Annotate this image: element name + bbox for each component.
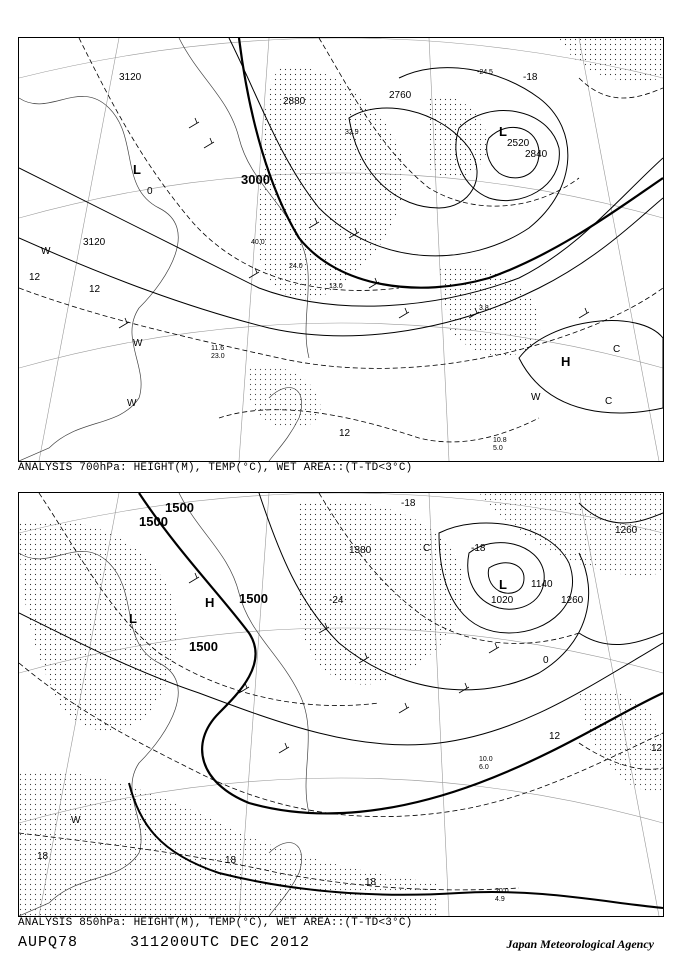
wet-area [249, 38, 663, 428]
height-label: 1260 [615, 525, 638, 536]
low-center: L [499, 577, 507, 592]
station-value: 13.0 [329, 283, 343, 290]
low-center: L [499, 124, 507, 139]
map-700hpa [18, 37, 664, 462]
station-value: 4.9 [495, 896, 505, 903]
warm-center: W [41, 246, 51, 257]
cold-center: C [613, 344, 621, 355]
map-850hpa [18, 492, 664, 917]
caption-700hpa: ANALYSIS 700hPa: HEIGHT(M), TEMP(°C), WET AREA::(T-TD<3°C) [18, 462, 413, 474]
cold-center: C [605, 396, 613, 407]
temp-label: -18 [523, 72, 538, 83]
station-value: 11.6 [211, 345, 225, 352]
warm-center: W [71, 815, 81, 826]
temp-label: -18 [401, 498, 416, 509]
temp-label: 18 [225, 855, 237, 866]
cold-center: C [423, 543, 431, 554]
temp-label: 18 [37, 851, 49, 862]
height-label: 3120 [119, 72, 142, 83]
station-value: 32.9 [345, 129, 359, 136]
temp-label: 12 [89, 284, 101, 295]
height-label: 1020 [491, 595, 514, 606]
height-label-bold: 1500 [239, 591, 268, 606]
height-label-bold: 1500 [189, 639, 218, 654]
map-850hpa-canvas [19, 493, 663, 916]
valid-time: 311200UTC DEC 2012 [130, 934, 311, 951]
height-label: 2880 [283, 96, 306, 107]
warm-center: W [133, 338, 143, 349]
height-label: 1380 [349, 545, 372, 556]
low-center: L [133, 162, 141, 177]
temp-label: 12 [549, 731, 561, 742]
station-value: 24.0 [289, 263, 303, 270]
station-value: 40.0 [251, 239, 265, 246]
station-value: 23.0 [211, 353, 225, 360]
temp-label: 0 [147, 186, 153, 197]
high-center: H [561, 354, 571, 369]
chart-code: AUPQ78 [18, 934, 79, 951]
height-label-bold: 3000 [241, 172, 270, 187]
height-label: 1140 [531, 579, 553, 590]
station-value: 5.0 [493, 445, 503, 452]
warm-center: W [127, 398, 137, 409]
station-value: 3.8 [479, 305, 489, 312]
temp-label: -18 [471, 543, 486, 554]
temp-label: 18 [365, 877, 377, 888]
map-700hpa-canvas [19, 38, 663, 461]
temp-label: 10.8 [493, 437, 507, 444]
height-label-bold: 1500 [165, 500, 194, 515]
agency-name: Japan Meteorological Agency [506, 937, 654, 951]
temp-label: 12 [339, 428, 351, 439]
height-label: 1260 [561, 595, 584, 606]
warm-center: W [531, 392, 541, 403]
height-label: 3120 [83, 237, 106, 248]
station-value: 6.0 [479, 764, 489, 771]
caption-850hpa: ANALYSIS 850hPa: HEIGHT(M), TEMP(°C), WET AREA::(T-TD<3°C) [18, 917, 413, 929]
height-label: 2520 [507, 138, 530, 149]
height-label: 2760 [389, 90, 412, 101]
temp-label: 0 [543, 655, 549, 666]
temp-label: 12 [651, 743, 663, 754]
temp-label: -24.5 [477, 69, 493, 76]
height-label: 2840 [525, 149, 548, 160]
high-center: H [205, 595, 215, 610]
station-value: 20.0 [495, 888, 509, 895]
height-label-bold: 1500 [139, 514, 168, 529]
low-center: L [129, 611, 137, 626]
temp-label: 12 [29, 272, 41, 283]
temp-label: -24 [329, 595, 344, 606]
wet-area [19, 493, 663, 916]
station-value: 10.0 [479, 756, 493, 763]
